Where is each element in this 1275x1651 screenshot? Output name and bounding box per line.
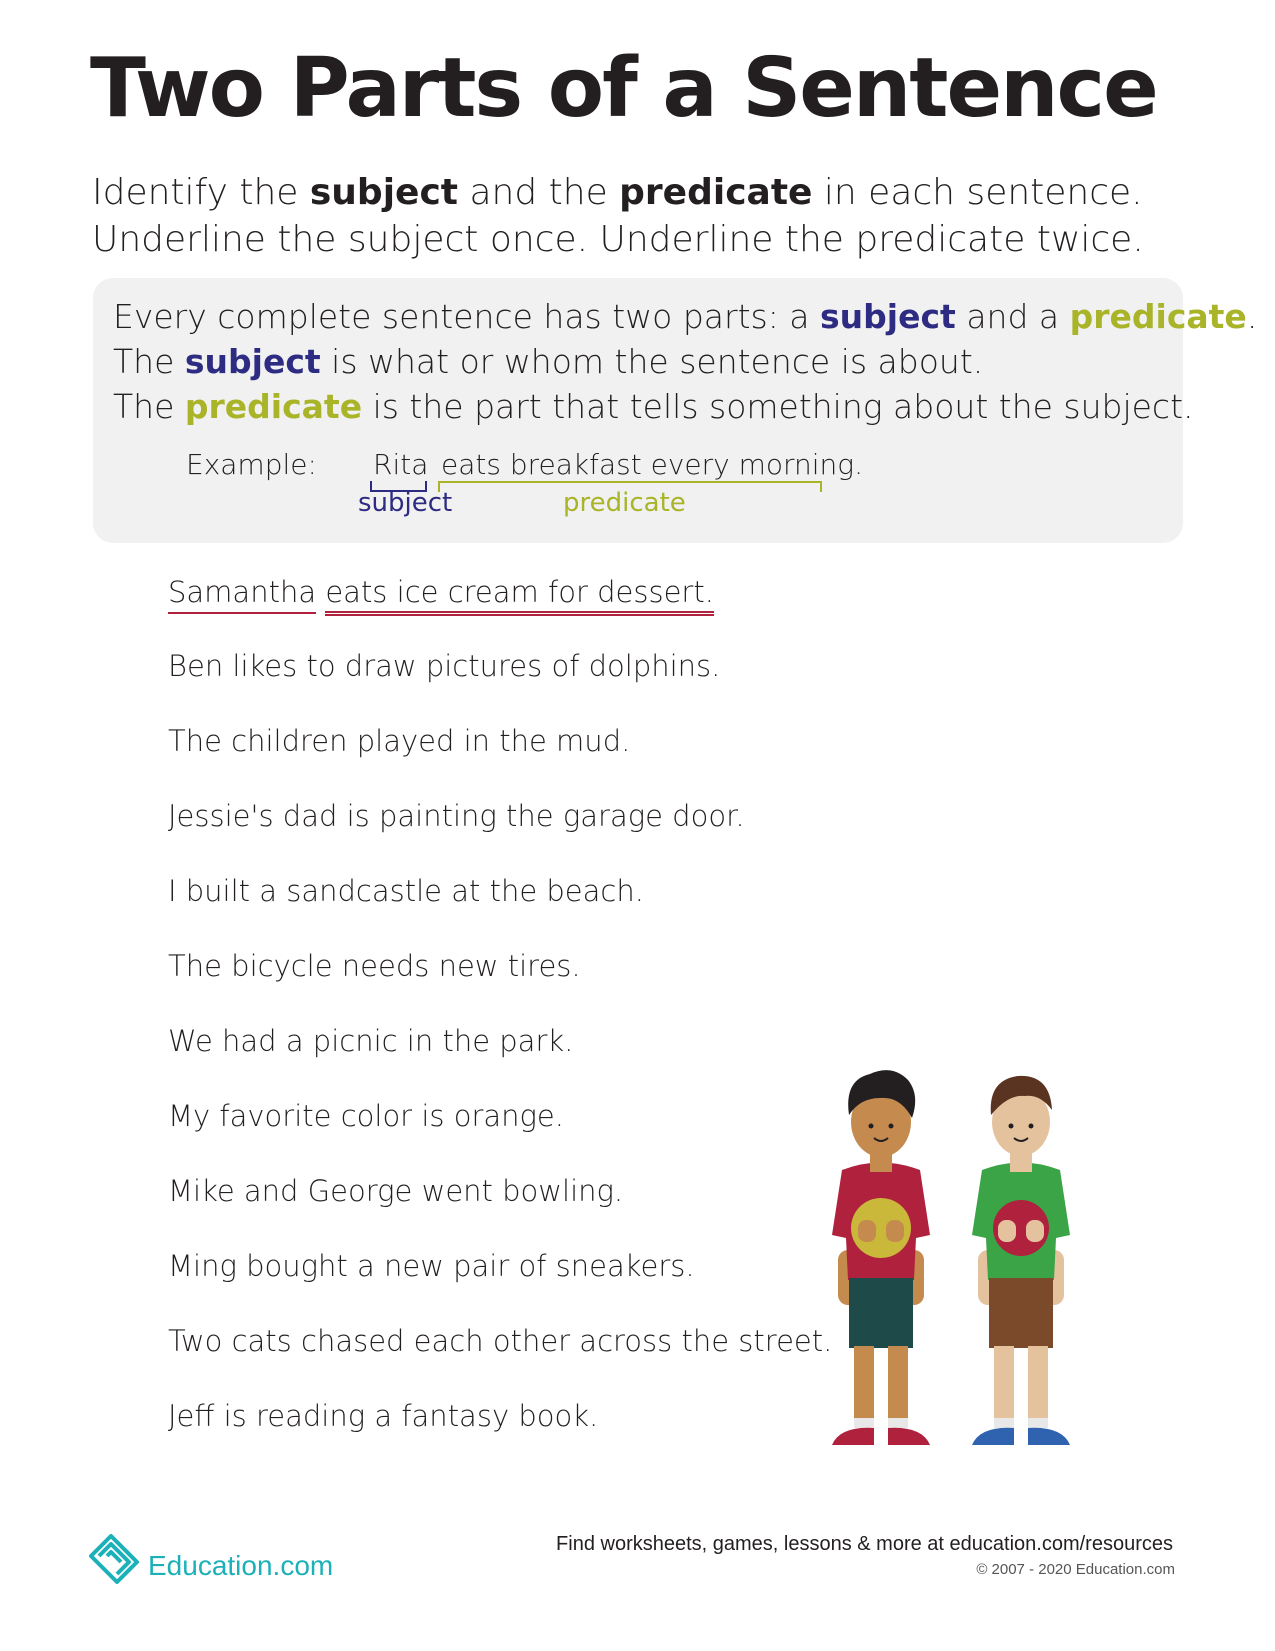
info-box	[93, 278, 1258, 543]
sentence-item: Jessie's dad is painting the garage door.	[168, 799, 745, 833]
instruction-keyword-subject: subject	[309, 172, 459, 213]
example-sentence-subject: Samantha	[168, 578, 316, 614]
sentence-item: Jeff is reading a fantasy book.	[168, 1399, 599, 1433]
example-subject: Rita	[373, 448, 429, 481]
brand-name: Education.com	[148, 1550, 334, 1581]
info-text: is what or whom the sentence is about.	[320, 342, 984, 381]
footer-resources-text: Find worksheets, games, lessons & more at education.com/resources	[556, 1533, 1173, 1555]
sentence-item: Two cats chased each other across the street.	[168, 1324, 833, 1358]
example-label: Example:	[186, 448, 317, 481]
info-text: .	[1246, 297, 1258, 336]
example-sentence	[168, 575, 714, 616]
sentence-item: We had a picnic in the park.	[168, 1024, 574, 1058]
info-text: Every complete sentence has two parts: a	[113, 297, 821, 336]
sentence-item: The bicycle needs new tires.	[168, 949, 581, 983]
kid-2-figure	[972, 1076, 1070, 1445]
page-title: Two Parts of a Sentence	[90, 41, 1157, 136]
kid-1-figure	[832, 1070, 930, 1445]
keyword-predicate: predicate	[184, 387, 363, 426]
instruction-text: Identify the	[92, 172, 310, 213]
info-line-3	[113, 387, 1194, 426]
info-text: is the part that tells something about the subject.	[362, 387, 1194, 426]
example-sentence-predicate: eats ice cream for dessert.	[325, 578, 714, 616]
two-kids-holding-balls-icon	[830, 1060, 1100, 1460]
keyword-subject: subject	[184, 342, 321, 381]
predicate-label: predicate	[563, 488, 686, 518]
instruction-text: in each sentence.	[812, 172, 1143, 213]
keyword-subject: subject	[820, 297, 956, 336]
keyword-predicate: predicate	[1069, 297, 1247, 336]
sentence-item: Ming bought a new pair of sneakers.	[168, 1249, 695, 1283]
info-text: The	[113, 387, 185, 426]
info-text: and a	[955, 297, 1070, 336]
info-text: The	[113, 342, 185, 381]
instruction-keyword-predicate: predicate	[619, 172, 813, 213]
footer-copyright: © 2007 - 2020 Education.com	[976, 1561, 1175, 1578]
instruction-line-1	[92, 172, 1143, 213]
example-predicate: eats breakfast every morning.	[441, 448, 864, 481]
instruction-text: and the	[458, 172, 620, 213]
sentence-item: Ben likes to draw pictures of dolphins.	[168, 649, 721, 683]
instruction-line-2: Underline the subject once. Underline the predicate twice.	[92, 219, 1144, 260]
info-line-2	[113, 342, 984, 381]
sentence-item: The children played in the mud.	[168, 724, 631, 758]
sentence-item: My favorite color is orange.	[168, 1099, 564, 1133]
sentence-item: Mike and George went bowling.	[168, 1174, 624, 1208]
info-line-1	[113, 297, 1258, 336]
sentence-item: I built a sandcastle at the beach.	[168, 874, 644, 908]
subject-label: subject	[358, 488, 453, 518]
